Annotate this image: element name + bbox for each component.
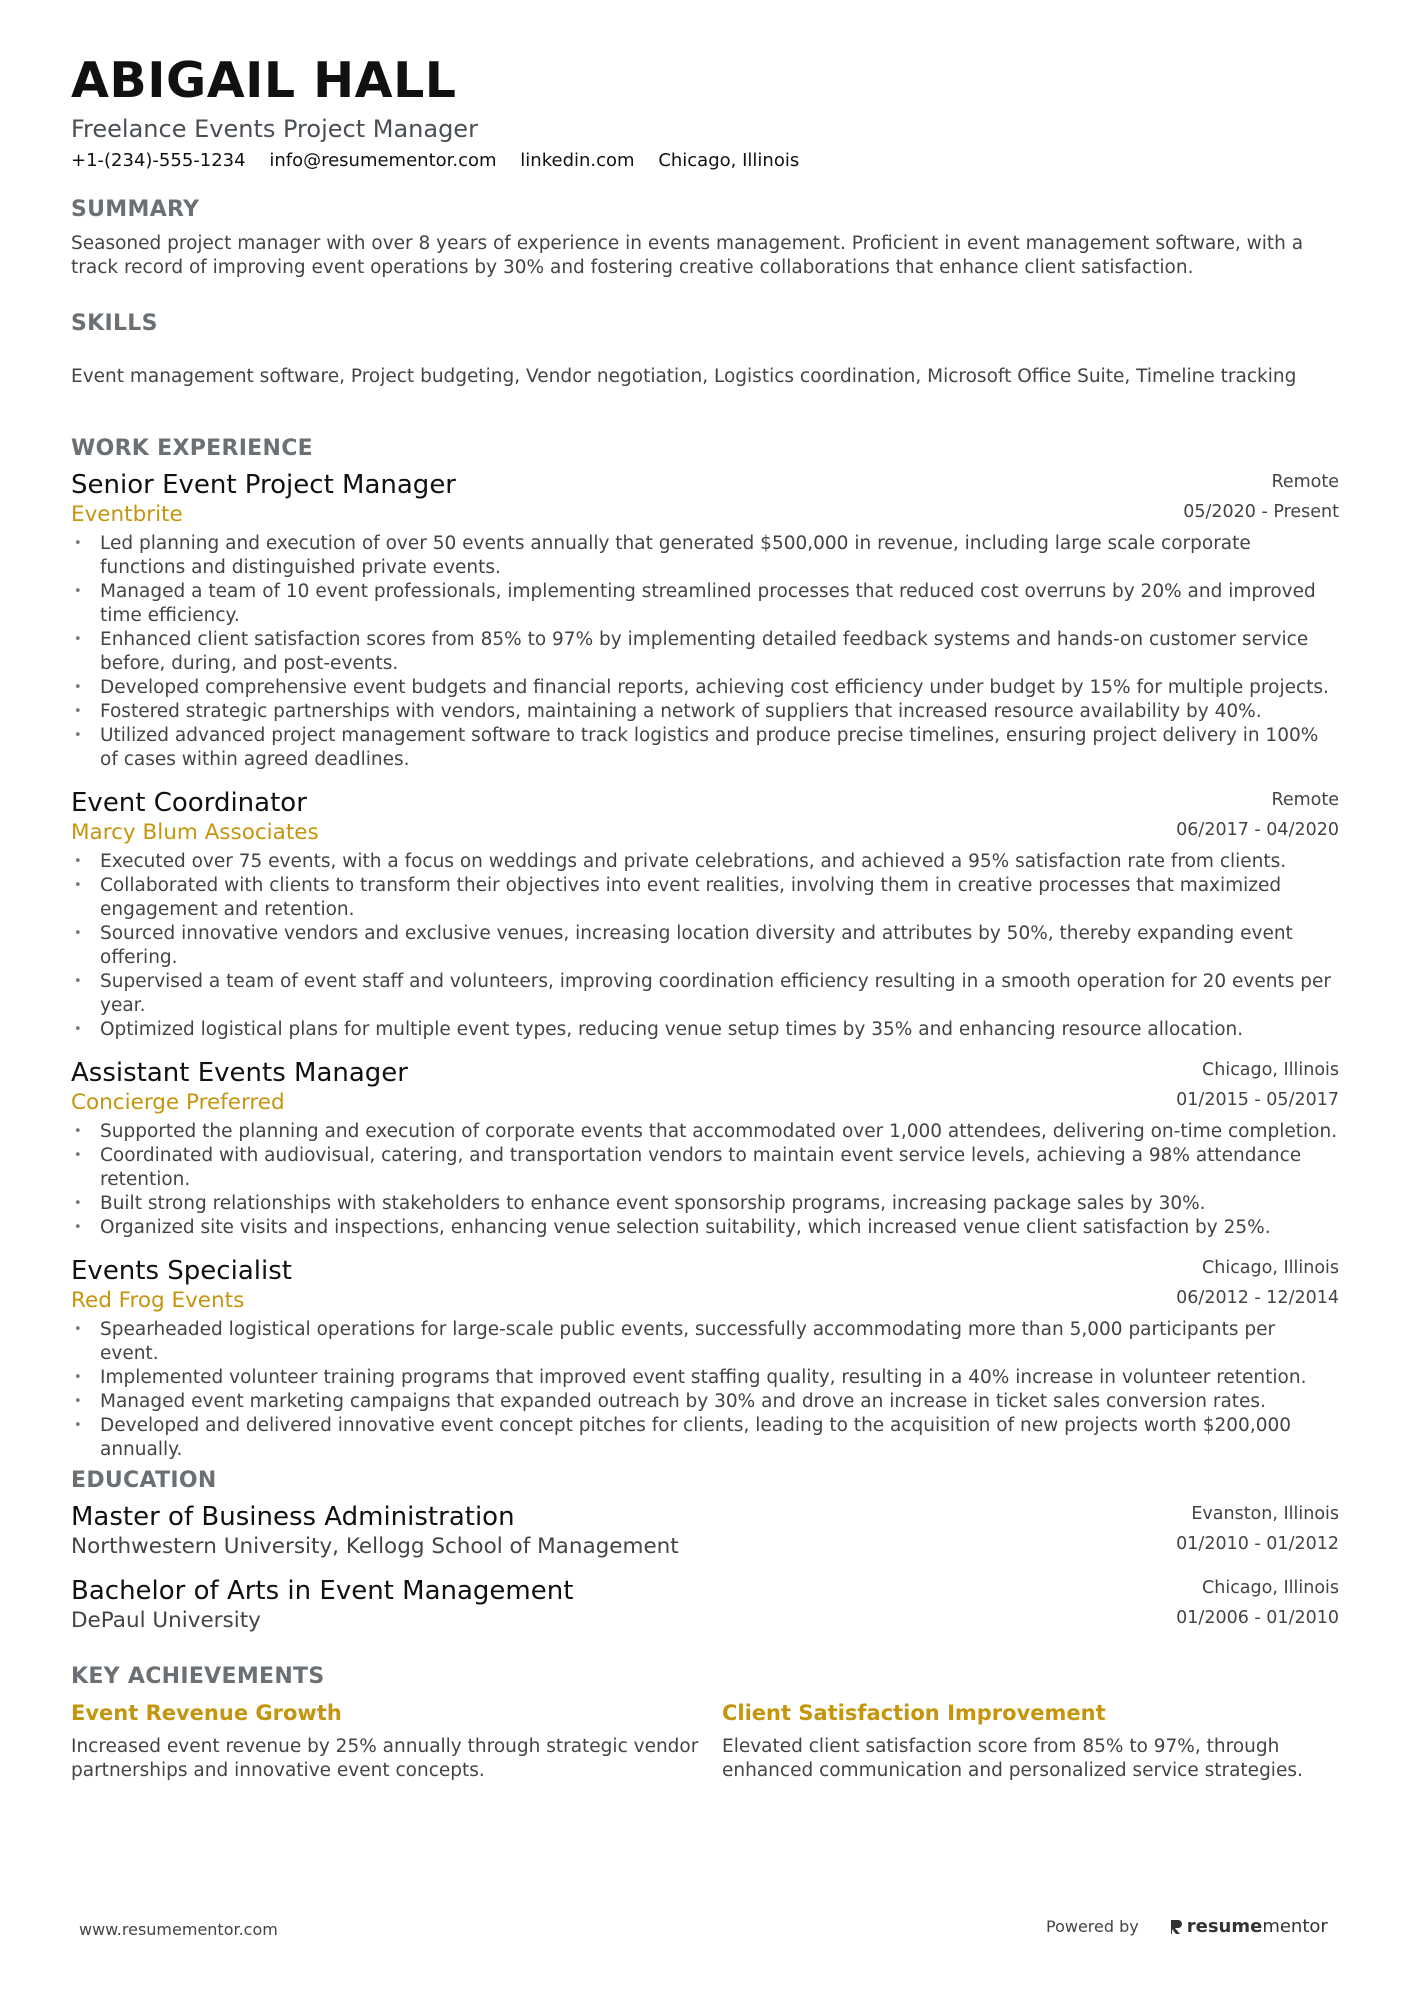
achievement-text: Elevated client satisfaction score from 85% to 97%, through enhanced communication and personalized service strategies. [722,1736,1303,1781]
job-dates: 06/2012 - 12/2014 [1176,1288,1339,1308]
work-experience-heading: WORK EXPERIENCE [71,436,313,461]
contact-line [71,150,817,171]
school-location: Evanston, Illinois [1191,1504,1339,1524]
bullet-item: • Organized site visits and inspections, enhancing venue selection suitability, which increased venue client satisfaction by 25%. [71,1216,1339,1240]
skills-heading: SKILLS [71,311,158,336]
job-title: Senior Event Project Manager [71,470,456,500]
job-location: Chicago, Illinois [1202,1060,1339,1080]
job-dates: 06/2017 - 04/2020 [1176,820,1339,840]
bullet-item: • Spearheaded logistical operations for large-scale public events, successfully accommodating more than 5,000 participants per event. [71,1318,1339,1366]
bullet-item: • Utilized advanced project management software to track logistics and produce precise timelines, ensuring project delivery in 100% of cases within agreed deadlines. [71,724,1339,772]
job-company: Eventbrite [71,502,183,527]
summary-text: Seasoned project manager with over 8 years of experience in events management. Proficient in event management software, with a track record of improving event operations by 30% and fostering creative collaborations that enhance client satisfaction. [71,233,1304,278]
job-location: Remote [1271,790,1339,810]
achievement-title: Event Revenue Growth [71,1701,342,1725]
bullet-item: • Sourced innovative vendors and exclusive venues, increasing location diversity and attributes by 50%, thereby expanding event offering. [71,922,1339,970]
bullet-item: • Executed over 75 events, with a focus on weddings and private celebrations, and achieved a 95% satisfaction rate from clients. [71,850,1339,874]
key-achievements-heading: KEY ACHIEVEMENTS [71,1664,325,1689]
bullet-item: • Managed a team of 10 event professionals, implementing streamlined processes that reduced cost overruns by 20% and improved time efficiency. [71,580,1339,628]
achievement-title: Client Satisfaction Improvement [722,1701,1106,1725]
powered-by-label: Powered by [1046,1917,1139,1936]
phone: +1-(234)-555-1234 [71,150,246,171]
bullet-item: • Optimized logistical plans for multiple event types, reducing venue setup times by 35% and enhancing resource allocation. [71,1018,1339,1042]
linkedin-link[interactable]: linkedin.com [520,150,635,171]
education-heading: EDUCATION [71,1468,217,1493]
job-dates: 05/2020 - Present [1183,502,1339,522]
achievement-text: Increased event revenue by 25% annually through strategic vendor partnerships and innovative event concepts. [71,1736,699,1781]
job-title: Event Coordinator [71,788,307,818]
job-dates: 01/2015 - 05/2017 [1176,1090,1339,1110]
email[interactable]: info@resumementor.com [269,150,497,171]
achievement-card [71,1701,701,1783]
bullet-item: • Developed comprehensive event budgets and financial reports, achieving cost efficiency under budget by 15% for multiple projects. [71,676,1339,700]
degree: Bachelor of Arts in Event Management [71,1576,574,1606]
school-name: DePaul University [71,1608,261,1633]
bullet-item: • Enhanced client satisfaction scores from 85% to 97% by implementing detailed feedback systems and hands-on customer service before, during, and post-events. [71,628,1339,676]
location: Chicago, Illinois [658,150,800,171]
job-bullets [71,1120,1339,1240]
bullet-item: • Supported the planning and execution of corporate events that accommodated over 1,000 attendees, delivering on-time completion. [71,1120,1339,1144]
bullet-item: • Led planning and execution of over 50 events annually that generated $500,000 in revenue, including large scale corporate functions and distinguished private events. [71,532,1339,580]
candidate-title: Freelance Events Project Manager [71,115,478,143]
resumementor-logo-icon [1169,1918,1183,1936]
job-bullets [71,850,1339,1042]
bullet-item: • Built strong relationships with stakeholders to enhance event sponsorship programs, increasing package sales by 30%. [71,1192,1339,1216]
job-title: Assistant Events Manager [71,1058,408,1088]
bullet-item: • Developed and delivered innovative event concept pitches for clients, leading to the acquisition of new projects worth $200,000 annually. [71,1414,1339,1462]
job-title: Events Specialist [71,1256,292,1286]
logo-text-rest: mentor [1262,1916,1328,1937]
job-location: Remote [1271,472,1339,492]
bullet-item: • Collaborated with clients to transform their objectives into event realities, involving them in creative processes that maximized engagement and retention. [71,874,1339,922]
job-location: Chicago, Illinois [1202,1258,1339,1278]
resumementor-logo[interactable] [1169,1916,1328,1937]
bullet-item: • Fostered strategic partnerships with vendors, maintaining a network of suppliers that increased resource availability by 40%. [71,700,1339,724]
job-company: Concierge Preferred [71,1090,285,1115]
education-dates: 01/2006 - 01/2010 [1176,1608,1339,1628]
achievement-card [722,1701,1352,1783]
school-location: Chicago, Illinois [1202,1578,1339,1598]
candidate-name: ABIGAIL HALL [71,52,457,109]
bullet-item: • Implemented volunteer training programs that improved event staffing quality, resulting in a 40% increase in volunteer retention. [71,1366,1339,1390]
job-company: Red Frog Events [71,1288,245,1313]
job-company: Marcy Blum Associates [71,820,319,845]
bullet-item: • Managed event marketing campaigns that expanded outreach by 30% and drove an increase in ticket sales conversion rates. [71,1390,1339,1414]
logo-text-bold: resume [1186,1916,1263,1937]
bullet-item: • Coordinated with audiovisual, catering, and transportation vendors to maintain event service levels, achieving a 98% attendance retention. [71,1144,1339,1192]
skills-text: Event management software, Project budgeting, Vendor negotiation, Logistics coordination, Microsoft Office Suite, Timeline tracking [71,366,1297,387]
job-bullets [71,532,1339,772]
job-bullets [71,1318,1339,1462]
summary-heading: SUMMARY [71,197,200,222]
bullet-item: • Supervised a team of event staff and volunteers, improving coordination efficiency resulting in a smooth operation for 20 events per year. [71,970,1339,1018]
footer-website-link[interactable]: www.resumementor.com [79,1920,278,1939]
footer-powered-by [1046,1916,1328,1937]
education-dates: 01/2010 - 01/2012 [1176,1534,1339,1554]
school-name: Northwestern University, Kellogg School of Management [71,1534,679,1559]
degree: Master of Business Administration [71,1502,515,1532]
